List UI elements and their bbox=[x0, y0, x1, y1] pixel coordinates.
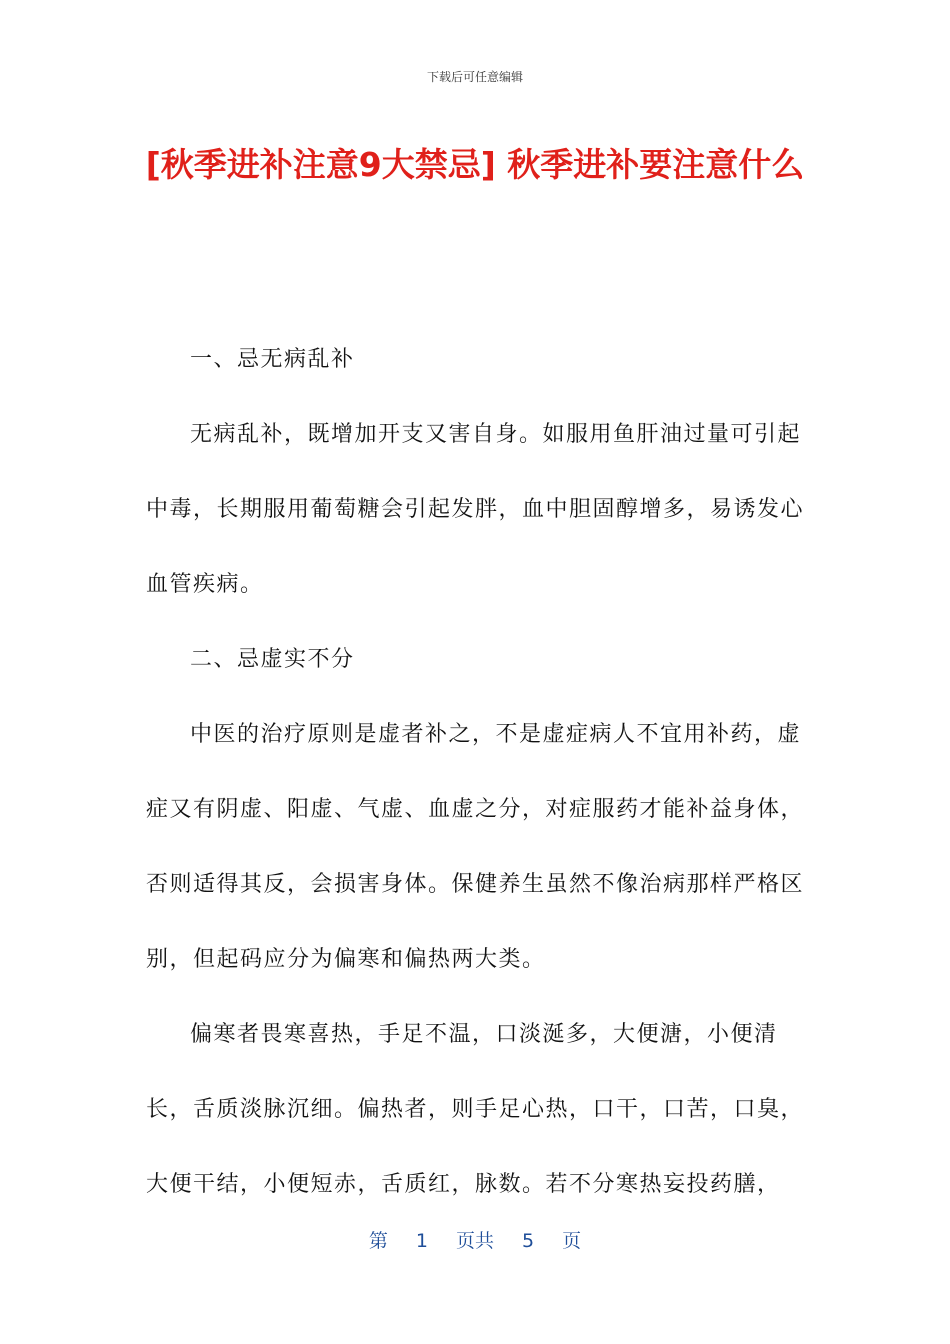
section-heading-2: 二、忌虚实不分 bbox=[190, 647, 355, 672]
document-body bbox=[146, 322, 806, 1222]
page-label: 第 bbox=[368, 1230, 388, 1252]
paragraph-3: 偏寒者畏寒喜热，手足不温，口淡涎多，大便溏，小便清长，舌质淡脉沉细。偏热者，则手足心热，口干，口苦，口臭，大便干结，小便短赤，舌质红，脉数。若不分寒热妄投药膳， bbox=[146, 1022, 805, 1197]
paragraph-1: 无病乱补，既增加开支又害自身。如服用鱼肝油过量可引起中毒，长期服用葡萄糖会引起发胖，血中胆固醇增多，易诱发心血管疾病。 bbox=[146, 422, 805, 597]
header-note: 下载后可任意编辑 bbox=[426, 70, 523, 84]
page-footer bbox=[0, 1226, 950, 1253]
page-end-label: 页 bbox=[562, 1230, 582, 1252]
paragraph-2: 中医的治疗原则是虚者补之，不是虚症病人不宜用补药，虚症又有阴虚、阳虚、气虚、血虚之分，对症服药才能补益身体，否则适得其反，会损害身体。保健养生虽然不像治病那样严格区别，但起码应分为偏寒和偏热两大类。 bbox=[146, 722, 805, 972]
page-number: 1 bbox=[415, 1230, 428, 1252]
page-mid-label: 页共 bbox=[455, 1230, 494, 1252]
total-pages: 5 bbox=[522, 1230, 535, 1252]
section-heading-1: 一、忌无病乱补 bbox=[190, 347, 355, 372]
document-title: [秋季进补注意9大禁忌] 秋季进补要注意什么 bbox=[145, 145, 805, 184]
